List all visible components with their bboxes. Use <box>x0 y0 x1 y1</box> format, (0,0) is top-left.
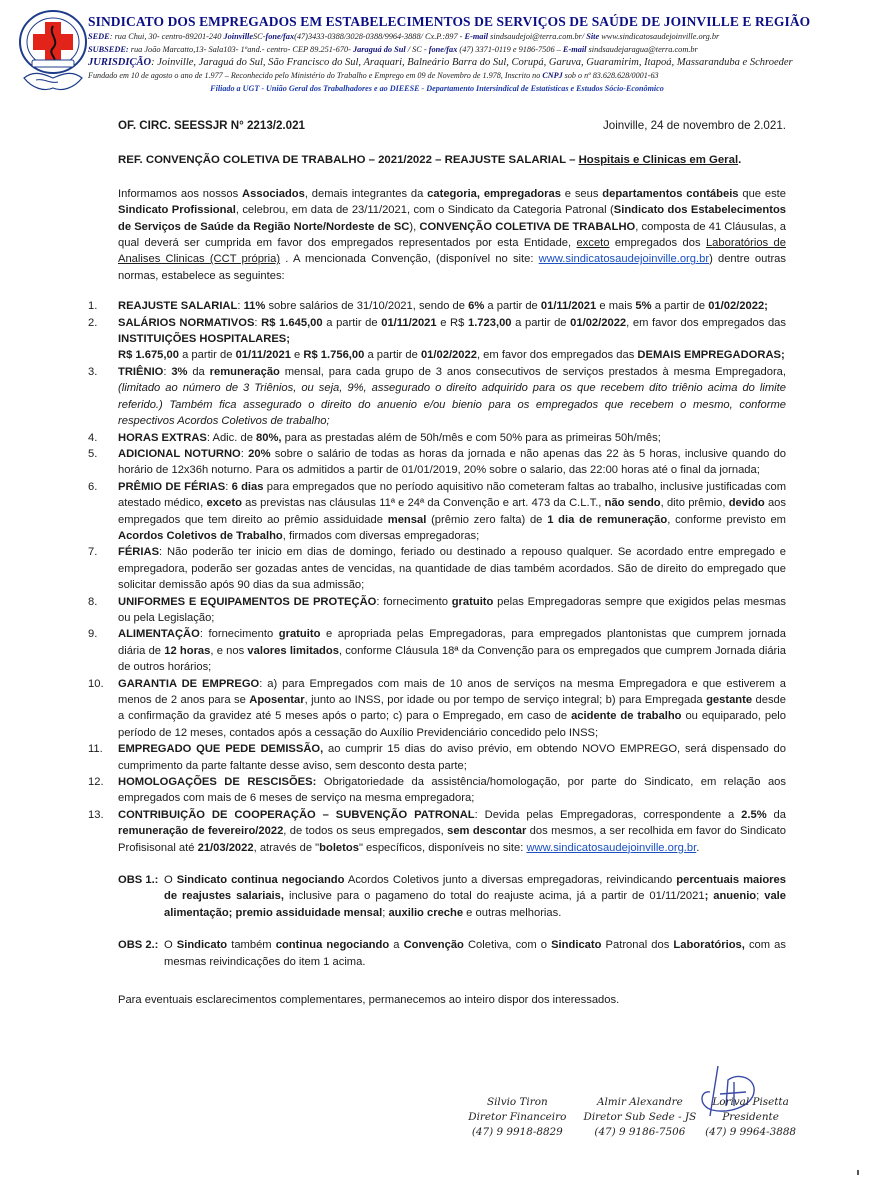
bold-text: UNIFORMES E EQUIPAMENTOS DE PROTEÇÃO <box>118 595 377 608</box>
intro-bold: departamentos contábeis <box>602 187 739 200</box>
text: para as prestadas além de 50h/mês e com 50% para as primeiras 50h/mês; <box>281 431 661 444</box>
clause-number: 12. <box>88 776 104 789</box>
signatory-name: Lorival Pisetta <box>712 1096 789 1108</box>
bold-text: devido <box>728 497 765 510</box>
filiado-line: Filiado a UGT - União Geral dos Trabalhadores e ao DIEESE - Departamento Intersindical de Estatísticas e Estudos Sócio-Econômico <box>210 83 664 93</box>
text: O <box>164 939 177 952</box>
text: a partir de <box>651 300 709 313</box>
bold-text: remuneração <box>209 365 280 378</box>
closing-sentence: Para eventuais esclarecimentos complementares, permanecemos ao inteiro dispor dos interessados. <box>118 994 620 1007</box>
bold-text: DEMAIS EMPREGADORAS; <box>637 349 785 362</box>
jurisdicao-line <box>88 56 866 69</box>
sede-email-label: E-mail <box>464 32 489 41</box>
intro-bold: categoria, empregadoras <box>427 187 561 200</box>
bold-text: mensal <box>387 513 427 526</box>
bold-text: percentuais maiores de reajustes salariais, <box>164 874 786 903</box>
text: , em favor dos empregados das <box>626 316 786 329</box>
scan-mark <box>857 1170 859 1175</box>
text: da <box>187 365 210 378</box>
subsede-phone: (47) 3371-0119 e 9186-7506 – <box>457 45 563 54</box>
signatory-role: Diretor Sub Sede - JS <box>583 1111 697 1123</box>
bold-text: não sendo <box>604 497 661 510</box>
clause-item <box>88 446 787 479</box>
bold-text: gratuito <box>451 595 494 608</box>
bold-text: SALÁRIOS NORMATIVOS <box>118 316 255 329</box>
bold-text: TRIÊNIO <box>118 365 164 378</box>
cnpj-number: sob o nº 83.628.628/0001-63 <box>562 71 659 80</box>
text: , firmados com diversas empregadoras; <box>282 529 480 542</box>
clause-item <box>88 298 786 314</box>
text: a partir de <box>178 349 236 362</box>
intro-text: que este <box>738 187 787 200</box>
document-body <box>88 118 787 1009</box>
text: (prêmio zero falta) de <box>426 513 548 526</box>
bold-text: GARANTIA DE EMPREGO <box>118 677 260 690</box>
clause-number: 1. <box>88 300 98 313</box>
jurisdicao-label: JURISDIÇÃO <box>88 57 152 68</box>
subsede-phone-label: fone/fax <box>428 45 458 54</box>
clause-number: 8. <box>88 595 98 608</box>
text: e outras melhorias. <box>463 906 562 919</box>
text: da <box>766 808 786 821</box>
clause-item <box>88 626 786 675</box>
text: : <box>225 480 232 493</box>
letterhead <box>0 0 872 105</box>
reference-prefix: REF. CONVENÇÃO COLETIVA DE TRABALHO – 2021/2022 – REAJUSTE SALARIAL – <box>118 154 579 167</box>
bold-text: ALIMENTAÇÃO <box>118 628 200 641</box>
bold-text: gratuito <box>278 628 321 641</box>
bold-text: CONTRIBUIÇÃO DE COOPERAÇÃO – SUBVENÇÃO PATRONAL <box>118 808 475 821</box>
signatory-name: Almir Alexandre <box>596 1096 683 1108</box>
text: ; <box>382 906 389 919</box>
bold-text: 01/02/2022 <box>570 316 627 329</box>
sede-phone: (47)3433-0388/3028-0388/9964-3888/ Cx.P.:897 - <box>294 32 465 41</box>
intro-text: , celebrou, em data de 23/11/2021, com o Sindicato da Categoria Patronal ( <box>235 204 614 217</box>
circular-number: OF. CIRC. SEESSJR N° 2213/2.021 <box>118 119 305 132</box>
bold-text: 21/03/2022 <box>197 841 254 854</box>
text: : Não poderão ter inicio em dias de domingo, feriado ou destinado a repouso qualquer. Se acordado entre empregado e empregadora, poderão ser gozadas antes de vencidas, na quantidade de dias também acordados. São de direito do empregado que solicitar demissão após 90 dias da sua admissão; <box>118 546 786 592</box>
text: , conforme previsto em <box>667 513 786 526</box>
reference-line <box>118 152 786 168</box>
intro-text: ), <box>409 220 420 233</box>
subsede-label: SUBSEDE: <box>88 45 129 54</box>
text: com as mesmas reivindicações do item 1 acima. <box>164 939 786 968</box>
clause-item <box>88 774 786 807</box>
sede-email[interactable]: sindsaudejoi@terra.com.br/ <box>488 32 587 41</box>
text: inclusive para o pagameno do total do reajuste acima, já a partir de 01/11/2021 <box>284 890 705 903</box>
text: desde a confirmação da gravidez até 5 meses após o parto; c) para o Empregado, em caso de <box>118 694 786 723</box>
letterhead-text <box>88 14 872 95</box>
bold-text: EMPREGADO QUE PEDE DEMISSÃO, <box>118 743 324 756</box>
union-name: SINDICATO DOS EMPREGADOS EM ESTABELECIMENTOS DE SERVIÇOS DE SAÚDE DE JOINVILLE E REGIÃO <box>88 14 811 29</box>
text: ao cumprir 15 dias do aviso prévio, em obtendo NOVO EMPREGO, será dispensado do cumprimento da parte faltante desse aviso, sem desconto desta parte; <box>118 743 786 772</box>
bold-text: acidente de trabalho <box>571 710 682 723</box>
intro-text: e seus <box>560 187 603 200</box>
fundado-line <box>88 69 866 82</box>
bold-text: 01/02/2022; <box>708 300 768 313</box>
clause-item <box>88 807 786 856</box>
text: Patronal dos <box>601 939 674 952</box>
sede-label: SEDE <box>88 32 110 41</box>
clauses-list <box>88 298 787 856</box>
subsede-line <box>88 43 866 56</box>
clause-item <box>88 479 787 545</box>
text: dos mesmos, a ser recolhida em favor do Sindicato Profisisonal até <box>118 825 786 854</box>
bold-text: vale alimentação; premio assiduidade mensal <box>164 890 786 919</box>
sede-site-link[interactable]: www.sindicatosaudejoinville.org.br <box>599 32 720 41</box>
text: pelas Empregadoras sempre que exigidos pelas mesmas ou pela Legislação; <box>118 595 786 624</box>
intro-bold: CONVENÇÃO COLETIVA DE TRABALHO <box>419 220 636 233</box>
text: a partir de <box>364 349 421 362</box>
subsede-email[interactable]: sindsaudejaragua@terra.com.br <box>586 45 698 54</box>
text: , em favor dos empregados das <box>476 349 638 362</box>
bold-text: exceto <box>206 497 242 510</box>
clause-number: 13. <box>88 808 104 821</box>
bold-text: ; anuenio <box>704 890 757 903</box>
reference-suffix: . <box>738 154 742 167</box>
signatory-role: Diretor Financeiro <box>468 1111 567 1123</box>
text: : Adic. de <box>206 431 257 444</box>
intro-underlined: exceto <box>576 237 610 250</box>
subsede-address: rua João Marcatto,13- Sala103- 1ºand.- centro- CEP 89.251-670- <box>128 45 353 54</box>
text: " específicos, disponíveis no site: <box>358 841 527 854</box>
bold-text: HOMOLOGAÇÕES DE RESCISÕES: <box>118 776 317 789</box>
text: : fornecimento <box>199 628 279 641</box>
bold-text: Laboratórios, <box>673 939 745 952</box>
bold-text: Convenção <box>403 939 464 952</box>
bold-text: 1 dia de remuneração <box>547 513 668 526</box>
text: a partir de <box>484 300 541 313</box>
bold-text: 80%, <box>256 431 282 444</box>
sede-address: : rua Chui, 30- centro-89201-240 <box>109 32 224 41</box>
signatory-treasurer <box>458 1095 577 1140</box>
text: : a) para Empregados com mais de 10 anos de serviços na mesma Empregadora e que estiverem a menos de 2 anos para se <box>118 677 787 706</box>
subsede-state: / SC - <box>405 45 429 54</box>
bold-text: 12 horas <box>164 644 211 657</box>
text: sobre o salário de todas as horas da jornada e não apenas das 22 às 5 horas, inclusive quando do horário de 12x36h noturno. Para os admitidos a partir de 01/01/2019, 20% sobre o salario, das 22:00 horas até o final da jornada; <box>118 447 787 477</box>
signatory-role: Presidente <box>722 1111 779 1123</box>
bold-text: continua negociando <box>275 939 390 952</box>
text: e mais <box>596 300 636 313</box>
bold-text: R$ 1.675,00 <box>118 349 179 362</box>
clause-item <box>88 364 787 430</box>
clause-item <box>88 741 786 774</box>
observation-label: OBS 1.: <box>118 874 159 887</box>
text: , através de " <box>253 841 320 854</box>
bold-text: 11% <box>243 300 266 313</box>
text: a partir de <box>511 316 571 329</box>
signatory-phone: (47) 9 9964-3888 <box>705 1126 797 1138</box>
sede-city: Joinville <box>223 32 254 41</box>
bold-text: valores limitados <box>247 644 339 657</box>
text: Acordos Coletivos junto a diversas empregadoras, reivindicando <box>344 874 677 887</box>
bold-text: ADICIONAL NOTURNO <box>118 447 241 460</box>
bold-text: 01/11/2021 <box>381 316 437 329</box>
intro-underlined: Laboratórios de Analises Clinicas (CCT própria) <box>118 237 786 266</box>
clause-number: 10. <box>88 677 104 690</box>
text: e apropriada pelas Empregadoras, para empregados plantonistas que cumprem jornada diária de <box>118 628 786 657</box>
intro-paragraph <box>118 186 786 284</box>
clause-number: 4. <box>88 431 98 444</box>
intro-text: . A mencionada Convenção, (disponível no site: <box>280 253 539 266</box>
clause-number: 7. <box>88 546 98 559</box>
bold-text: gestante <box>706 694 753 706</box>
sede-phone-label: fone/fax <box>265 32 295 41</box>
clause-number: 3. <box>88 365 98 378</box>
italic-text: (limitado ao número de 3 Triênios, ou seja, 9%, assegurado o direito adquirido para os que recebem dito triênio acima do limite referido.) Também fica assegurado o direito do anuenio e/ou bienio para os empregados que recebem o mesmo, conforme respectivos Acordos Coletivos de trabalho; <box>118 382 786 428</box>
signatory-phone: (47) 9 9918-8829 <box>471 1126 563 1138</box>
sede-site-label: Site <box>586 32 600 41</box>
sede-state: SC- <box>253 32 266 41</box>
text: também <box>227 939 276 952</box>
text: ; <box>756 890 765 903</box>
subsede-city: Jaraguá do Sul <box>352 45 406 54</box>
bold-text: boletos <box>319 841 359 854</box>
text: , de todos os seus empregados, <box>283 825 448 838</box>
bold-text: 3% <box>171 365 188 378</box>
site-link[interactable]: www.sindicatosaudejoinville.org.br <box>538 253 710 266</box>
text: mensal, para cada grupo de 3 anos consecutivos de serviços prestados à mesma Empregadora, <box>279 365 787 378</box>
bold-text: 2.5% <box>741 808 767 821</box>
clause-item <box>88 594 786 627</box>
bold-text: auxilio creche <box>388 906 464 919</box>
site-link[interactable]: www.sindicatosaudejoinville.org.br <box>526 841 697 854</box>
sede-line <box>88 30 866 43</box>
clause-number: 11. <box>88 743 103 756</box>
intro-text: empregados dos <box>609 237 706 250</box>
intro-text: ) dentre outras normas, estabelece as seguintes: <box>118 253 786 282</box>
intro-bold: Associados <box>242 187 305 200</box>
bold-text: Sindicato continua negociando <box>176 874 345 887</box>
subsede-email-label: E-mail <box>562 45 587 54</box>
bold-text: R$ 1.645,00 <box>261 316 323 329</box>
text: e R$ <box>436 316 468 329</box>
bold-text: remuneração de fevereiro/2022 <box>118 825 284 838</box>
bold-text: 1.723,00 <box>467 316 512 329</box>
signatory-subsede-director <box>577 1095 704 1140</box>
text: aos empregados que tem direito ao prêmio assiduidade <box>118 497 787 526</box>
cnpj-label: CNPJ <box>542 71 563 80</box>
text: : <box>163 365 172 378</box>
text: ou equiparado, pelo período de 12 meses, contados após a cessação do Auxílio Previdenciário concedido pelo INSS; <box>118 710 787 739</box>
clause-number: 6. <box>88 480 98 493</box>
fundado-text: Fundado em 10 de agosto o ano de 1.977 – Reconhecido pelo Ministério do Trabalho e Emprego em 09 de Novembro de 1.978, Inscrito no <box>88 71 543 80</box>
signatory-president <box>703 1095 798 1140</box>
bold-text: 20% <box>248 447 271 460</box>
bold-text: 5% <box>635 300 652 313</box>
bold-text: REAJUSTE SALARIAL <box>118 300 238 313</box>
intro-text: , demais integrantes da <box>304 187 428 200</box>
text: , e nos <box>210 644 248 657</box>
text: a <box>389 939 404 952</box>
bold-text: sem descontar <box>447 825 527 838</box>
clause-item <box>88 676 787 742</box>
jurisdicao-text: : Joinville, Jaraguá do Sul, São Francisco do Sul, Araquari, Balneário Barra do Sul, Corupá, Garuva, Guaramirim, Itapoá, Massaranduba e Schroeder <box>151 57 793 68</box>
text: : <box>254 316 262 329</box>
text: : fornecimento <box>376 595 452 608</box>
text: as previstas nas cláusulas 11ª e 24ª da Convenção e art. 473 da C.L.T., <box>241 497 605 510</box>
text: , dito prêmio, <box>660 497 729 510</box>
bold-text: Aposentar <box>249 694 305 706</box>
place-date: Joinville, 24 de novembro de 2.021. <box>602 119 786 132</box>
text: sobre salários de 31/10/2021, sendo de <box>265 300 469 313</box>
bold-text: 6% <box>468 300 485 313</box>
text: O <box>164 874 177 887</box>
bold-text: FÉRIAS <box>118 546 160 559</box>
bold-text: Sindicato <box>551 939 602 952</box>
clause-number: 9. <box>88 628 98 641</box>
bold-text: HORAS EXTRAS <box>118 431 207 444</box>
observation-label: OBS 2.: <box>118 939 159 952</box>
text: Obrigatoriedade da assistência/homologação, por parte do Sindicato, em relação aos empregados com mais de 6 meses de serviço na mesma empregadora; <box>118 776 786 805</box>
bold-text: 01/02/2022 <box>420 349 477 362</box>
circular-header <box>118 118 786 134</box>
intro-bold: Sindicato dos Estabelecimentos de Serviços de Saúde da Região Norte/Nordeste de SC <box>118 204 786 233</box>
observation-1 <box>118 872 786 921</box>
clause-number: 5. <box>88 447 98 460</box>
text: e <box>290 349 304 362</box>
text: . <box>696 841 700 854</box>
clause-number: 2. <box>88 316 98 329</box>
clause-item <box>88 315 786 364</box>
intro-text: Informamos aos nossos <box>118 187 243 200</box>
bold-text: R$ 1.756,00 <box>303 349 365 362</box>
clause-item <box>88 544 786 593</box>
signatory-phone: (47) 9 9186-7506 <box>594 1126 686 1138</box>
text: : Devida pelas Empregadoras, correspondente a <box>474 808 742 821</box>
intro-bold: Sindicato Profissional <box>118 204 236 217</box>
bold-text: Acordos Coletivos de Trabalho <box>118 529 283 542</box>
signatures <box>458 1095 798 1140</box>
intro-text: , composta de 41 Cláusulas, a qual deverá ser cumprida em favor dos empregados representados por esta Entidade, <box>118 220 786 250</box>
text: , junto ao INSS, por idade ou por tempo de serviço integral; b) para Empregada <box>304 694 707 706</box>
text: para empregados que no período aquisitivo não cometeram faltas ao trabalho, inclusive justificadas com atestado médico, <box>118 480 787 510</box>
text: Coletiva, com o <box>463 939 552 952</box>
bold-text: 6 dias <box>231 480 264 493</box>
bold-text: Sindicato <box>176 939 228 952</box>
clause-item <box>88 430 786 446</box>
text: : <box>237 300 244 313</box>
bold-text: 01/11/2021 <box>235 349 291 362</box>
reference-scope: Hospitais e Clinicas em Geral <box>578 154 739 167</box>
bold-text: INSTITUIÇÕES HOSPITALARES; <box>118 333 290 346</box>
observation-2 <box>118 937 786 970</box>
text: a partir de <box>322 316 382 329</box>
signatory-name: Silvio Tiron <box>486 1096 548 1108</box>
observations <box>118 872 786 970</box>
text: , conforme Cláusula 18ª da Convenção para os empregados que cumprem Jornada diária de outros horários; <box>118 644 786 674</box>
text: : <box>240 447 249 460</box>
bold-text: PRÊMIO DE FÉRIAS <box>118 480 226 493</box>
bold-text: 01/11/2021 <box>540 300 597 313</box>
